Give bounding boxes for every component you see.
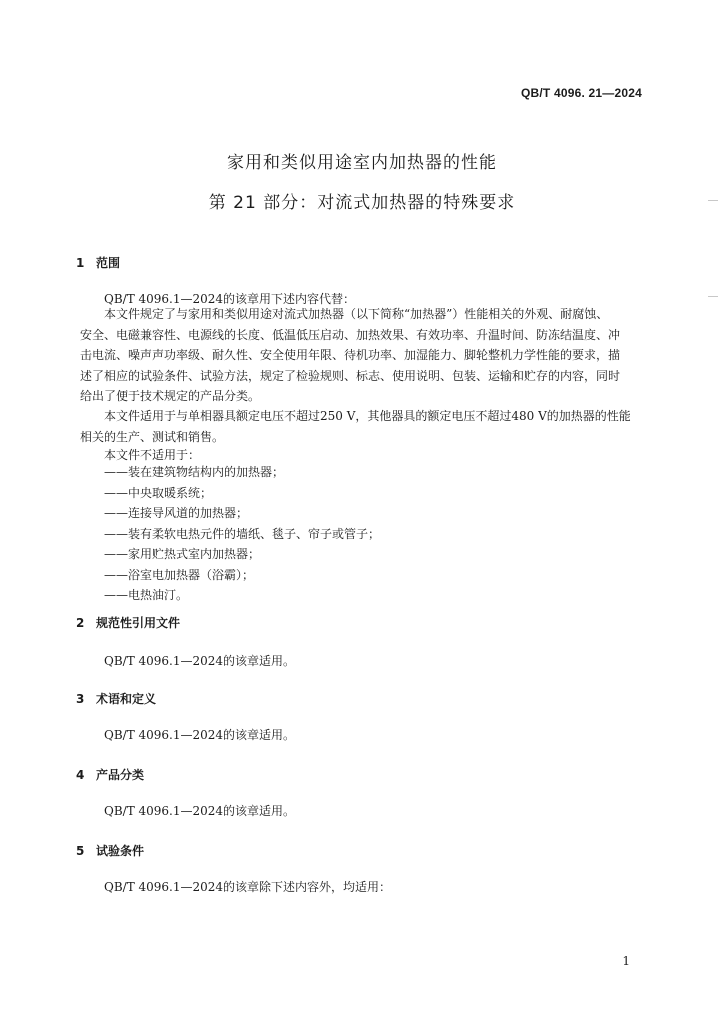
scan-edge-mark (708, 296, 718, 297)
section-5-heading (76, 842, 144, 859)
section-title: 术语和定义 (96, 692, 157, 706)
section-5-text: QB/T 4096.1—2024的该章除下述内容外，均适用： (104, 880, 392, 894)
list-item: ——浴室电加热器（浴霸）； (104, 567, 255, 582)
section-1-intro: QB/T 4096.1—2024的该章用下述内容代替： (104, 292, 356, 306)
list-item: ——连接导风道的加热器； (104, 506, 249, 520)
section-title: 产品分类 (96, 768, 145, 782)
paragraph-line: 给出了便于技术规定的产品分类。 (80, 389, 261, 403)
section-4-heading (76, 766, 144, 783)
section-1-paragraph-1 (80, 304, 640, 407)
section-number: 1 (76, 256, 85, 270)
section-title: 范围 (96, 256, 121, 270)
section-3-text: QB/T 4096.1—2024的该章适用。 (104, 728, 296, 742)
list-item: ——家用贮热式室内加热器； (104, 547, 261, 561)
list-item: ——装有柔软电热元件的墙纸、毯子、帘子或管子； (104, 526, 381, 541)
section-title: 试验条件 (96, 844, 145, 858)
paragraph-line: 本文件规定了与家用和类似用途对流式加热器（以下简称“加热器”）性能相关的外观、耐腐蚀、 (104, 307, 609, 321)
section-3-heading (76, 690, 156, 707)
standard-number: QB/T 4096. 21—2024 (520, 86, 642, 100)
not-applicable-list (104, 462, 380, 606)
section-number: 3 (76, 692, 85, 706)
section-2-heading (76, 614, 180, 631)
list-item: ——装在建筑物结构内的加热器； (104, 465, 285, 479)
paragraph-line: 述了相应的试验条件、试验方法，规定了检验规则、标志、使用说明、包装、运输和贮存的内容，同时 (80, 368, 621, 383)
section-1-paragraph-2 (80, 406, 640, 447)
document-title-line2: 第 21 部分：对流式加热器的特殊要求 (208, 193, 516, 213)
section-2-text: QB/T 4096.1—2024的该章适用。 (104, 654, 296, 668)
scan-edge-mark (708, 200, 718, 201)
document-title-line1: 家用和类似用途室内加热器的性能 (227, 153, 497, 173)
list-item: ——中央取暖系统； (104, 485, 213, 500)
section-number: 4 (76, 768, 85, 782)
not-applicable-intro: 本文件不适用于： (104, 448, 201, 462)
page-number: 1 (622, 954, 630, 968)
section-number: 2 (76, 616, 85, 630)
list-item: ——电热油汀。 (104, 588, 189, 602)
paragraph-line: 相关的生产、测试和销售。 (80, 429, 225, 444)
paragraph-line: 安全、电磁兼容性、电源线的长度、低温低压启动、加热效果、有效功率、升温时间、防冻结温度、冲 (80, 327, 621, 342)
section-4-text: QB/T 4096.1—2024的该章适用。 (104, 804, 296, 818)
section-title: 规范性引用文件 (96, 616, 181, 630)
section-1-heading (76, 254, 120, 271)
section-number: 5 (76, 844, 85, 858)
paragraph-line: 本文件适用于与单相器具额定电压不超过250 V，其他器具的额定电压不超过480 V的加热器的性能 (104, 409, 631, 423)
paragraph-line: 击电流、噪声声功率级、耐久性、安全使用年限、待机功率、加湿能力、脚轮整机力学性能的要求，描 (80, 348, 621, 362)
